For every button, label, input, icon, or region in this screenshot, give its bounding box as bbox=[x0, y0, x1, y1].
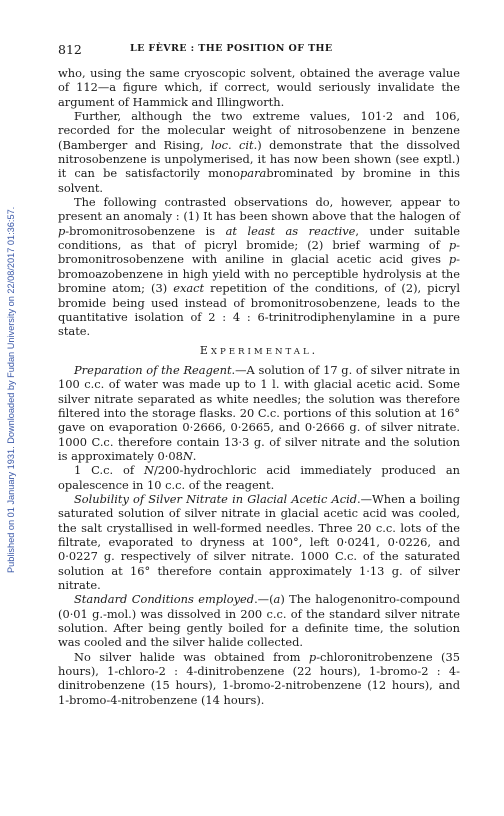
section-heading: EXPERIMENTAL. bbox=[199, 343, 319, 357]
download-watermark: Published on 01 January 1931. Downloaded by Fudan University on 22/08/2017 01:36:57. bbox=[6, 206, 16, 574]
page-header bbox=[58, 42, 460, 58]
article-body bbox=[58, 66, 460, 707]
paragraph: No silver halide was obtained from p-chloronitrobenzene (35 hours), 1-chloro-2 : 4-dinitrobenzene (22 hours), 1-bromo-2 : 4-dinitrobenzene (15 hours), 1-bromo-2-nitrobenzene (12 hours), and 1-bromo-4-nitrobenzene (14 hours). bbox=[58, 649, 460, 707]
paragraph: Standard Conditions employed.—(a) The halogenonitro-compound (0·01 g.-mol.) was dissolved in 200 c.c. of the standard silver nitrate solution. After being gently boiled for a definite time, the solution was cooled and the silver halide collected. bbox=[58, 592, 460, 650]
running-title: LE FÈVRE : THE POSITION OF THE bbox=[130, 43, 333, 54]
page-number: 812 bbox=[58, 42, 82, 57]
paragraph: Solubility of Silver Nitrate in Glacial Acetic Acid.—When a boiling saturated solution of silver nitrate in glacial acetic acid was cooled, the salt crystallised in well-formed needles. Three 20 c.c. lots of the filtrate, evaporated to dryness at 100°, left 0·0241, 0·0226, and 0·0227 g. respectively of silver nitrate. 1000 C.c. of the saturated solution at 16° therefore contain approximately 1·13 g. of silver nitrate. bbox=[58, 491, 460, 593]
paragraph: who, using the same cryoscopic solvent, obtained the average value of 112—a figure which, if correct, would seriously invalidate the argument of Hammick and Illingworth. bbox=[58, 66, 460, 109]
paragraph: 1 C.c. of N/200-hydrochloric acid immediately produced an opalescence in 10 c.c. of the reagent. bbox=[58, 463, 460, 492]
paragraph: Further, although the two extreme values, 101·2 and 106, recorded for the molecular weight of nitrosobenzene in benzene (Bamberger and Rising, loc. cit.) demonstrate that the dissolved nitrosobenzene is unpolymerised, it has now been shown (see exptl.) it can be satisfactorily monoparabrominated by bromine in this solvent. bbox=[58, 109, 461, 195]
paragraph: The following contrasted observations do, however, appear to present an anomaly : (1) It has been shown above that the halogen of p-bromonitrosobenzene is at least as reactive, under suitable conditions, as that of picryl bromide; (2) brief warming of p-bromonitrosobenzene with aniline in glacial acetic acid gives p-bromoazobenzene in high yield with no perceptible hydrolysis at the bromine atom; (3) exact repetition of the conditions, of (2), picryl bromide being used instead of bromonitrosobenzene, leads to the quantitative isolation of 2 : 4 : 6-trinitrodiphenylamine in a pure state. bbox=[58, 195, 460, 339]
paragraph: Preparation of the Reagent.—A solution of 17 g. of silver nitrate in 100 c.c. of water was made up to 1 l. with glacial acetic acid. Some silver nitrate separated as white needles; the solution was therefore filtered into the storage flasks. 20 C.c. portions of this solution at 16° gave on evaporation 0·2666, 0·2665, and 0·2666 g. of silver nitrate. 1000 C.c. therefore contain 13·3 g. of silver nitrate and the solution is approximately 0·08N. bbox=[58, 362, 460, 463]
